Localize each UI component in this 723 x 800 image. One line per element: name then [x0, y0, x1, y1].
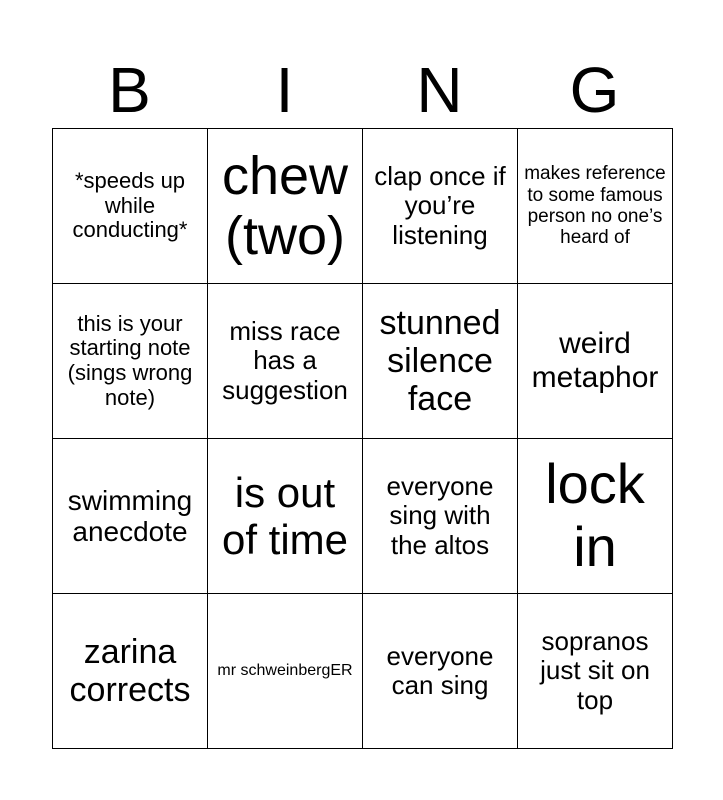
bingo-cell[interactable]: clap once if you’re listening: [363, 129, 518, 284]
board-row: [53, 594, 673, 749]
bingo-cell[interactable]: chew (two): [208, 129, 363, 284]
header-letter-i: I: [275, 54, 294, 126]
bingo-cell[interactable]: weird metaphor: [518, 284, 673, 439]
bingo-cell[interactable]: everyone can sing: [363, 594, 518, 749]
bingo-cell[interactable]: mr schweinbergER: [208, 594, 363, 749]
board-row: [53, 284, 673, 439]
bingo-cell[interactable]: makes reference to some famous person no one’s heard of: [518, 129, 673, 284]
header-letter-g: G: [569, 54, 620, 126]
bingo-cell[interactable]: this is your starting note (sings wrong note): [53, 284, 208, 439]
board-row: [53, 129, 673, 284]
bingo-cell[interactable]: everyone sing with the altos: [363, 439, 518, 594]
bingo-cell[interactable]: *speeds up while conducting*: [53, 129, 208, 284]
bingo-header: [52, 52, 672, 128]
bingo-cell[interactable]: swimming anecdote: [53, 439, 208, 594]
bingo-board: [52, 128, 673, 749]
bingo-cell[interactable]: sopranos just sit on top: [518, 594, 673, 749]
board-row: [53, 439, 673, 594]
bingo-cell[interactable]: is out of time: [208, 439, 363, 594]
bingo-cell[interactable]: stunned silence face: [363, 284, 518, 439]
bingo-cell[interactable]: miss race has a suggestion: [208, 284, 363, 439]
bingo-cell[interactable]: lock in: [518, 439, 673, 594]
bingo-cell[interactable]: zarina corrects: [53, 594, 208, 749]
header-letter-n: N: [416, 54, 463, 126]
header-letter-b: B: [108, 54, 151, 126]
